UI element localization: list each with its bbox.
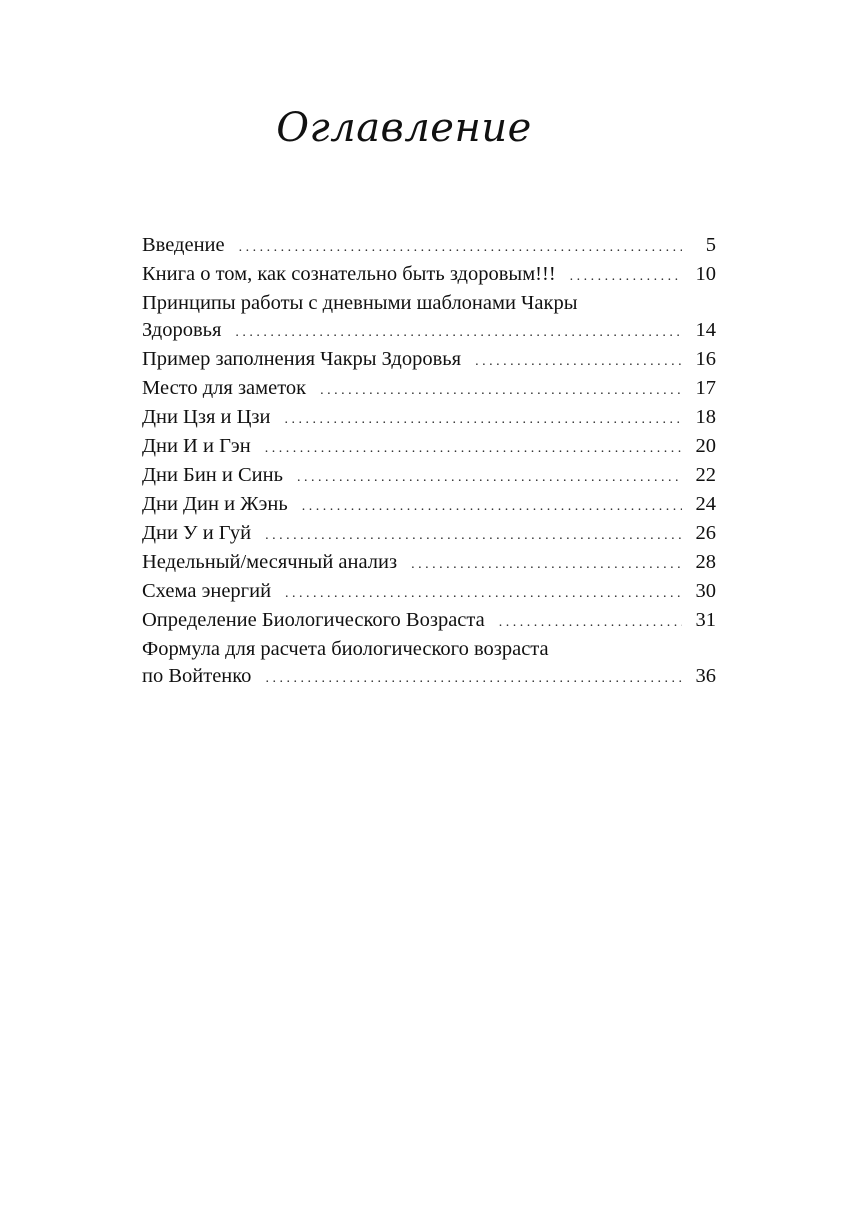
toc-page-number: 28	[695, 551, 716, 573]
toc-page-number: 10	[695, 263, 716, 285]
toc-entry-title: Место для заметок	[142, 377, 307, 399]
toc-entry-row	[142, 663, 716, 692]
toc-entry-row	[142, 404, 716, 433]
dot-leader	[320, 377, 682, 404]
page-title: Оглавление	[276, 105, 532, 151]
toc-page-number: 14	[695, 319, 716, 341]
toc-entry	[142, 636, 716, 692]
toc-entry	[142, 290, 716, 346]
toc-entry-row	[142, 578, 716, 607]
toc-page-number: 16	[695, 348, 716, 370]
toc-entry-row	[142, 433, 716, 462]
toc-entry-title: Пример заполнения Чакры Здоровья	[142, 348, 462, 370]
dot-leader	[265, 522, 682, 549]
toc-entry	[142, 549, 716, 578]
toc-page-number: 5	[705, 234, 716, 256]
toc-entry	[142, 404, 716, 433]
toc-entry-title: Дни Цзя и Цзи	[142, 406, 271, 428]
toc-entry-row	[142, 491, 716, 520]
toc-entry-title: по Войтенко	[142, 665, 252, 687]
toc-entry-title: Недельный/месячный анализ	[142, 551, 398, 573]
dot-leader	[285, 580, 682, 607]
dot-leader	[265, 435, 682, 462]
dot-leader	[297, 464, 682, 491]
toc-entry-title: Книга о том, как сознательно быть здоровым!!!	[142, 263, 556, 285]
toc-entry-row	[142, 520, 716, 549]
dot-leader	[475, 348, 682, 375]
toc-entry-title: Введение	[142, 234, 225, 256]
toc-entry-title: Схема энергий	[142, 580, 272, 602]
toc-entry-title: Определение Биологического Возраста	[142, 609, 485, 631]
toc-entry-title: Дни И и Гэн	[142, 435, 251, 457]
toc-page-number: 31	[695, 609, 716, 631]
dot-leader	[284, 406, 682, 433]
toc-entry	[142, 491, 716, 520]
toc-entry-title-line1: Принципы работы с дневными шаблонами Чакры	[142, 292, 578, 314]
dot-leader	[239, 234, 682, 261]
toc-page-number: 17	[695, 377, 716, 399]
toc-entry	[142, 433, 716, 462]
toc-entry-title: Дни Бин и Синь	[142, 464, 283, 486]
toc-entry-row	[142, 462, 716, 491]
dot-leader	[235, 319, 682, 346]
dot-leader	[265, 665, 682, 692]
toc-entry-row	[142, 261, 716, 290]
toc-page-number: 36	[695, 665, 716, 687]
toc-entry-row	[142, 346, 716, 375]
toc-entry-row	[142, 375, 716, 404]
toc-entry	[142, 520, 716, 549]
toc-entry	[142, 375, 716, 404]
toc-entry-title-line1: Формула для расчета биологического возраста	[142, 638, 549, 660]
dot-leader	[411, 551, 682, 578]
toc-entry	[142, 462, 716, 491]
dot-leader	[499, 609, 682, 636]
toc-page-number: 18	[695, 406, 716, 428]
toc-entry	[142, 607, 716, 636]
toc-page-number: 20	[695, 435, 716, 457]
toc-entry-title: Дни Дин и Жэнь	[142, 493, 288, 515]
toc-entry	[142, 578, 716, 607]
table-of-contents	[142, 232, 716, 692]
toc-entry-row	[142, 232, 716, 261]
dot-leader	[302, 493, 682, 520]
toc-page-number: 26	[695, 522, 716, 544]
toc-entry-title: Дни У и Гуй	[142, 522, 252, 544]
toc-entry-row	[142, 317, 716, 346]
toc-page-number: 22	[695, 464, 716, 486]
toc-entry	[142, 261, 716, 290]
toc-entry	[142, 232, 716, 261]
toc-entry	[142, 346, 716, 375]
toc-entry-row	[142, 549, 716, 578]
toc-entry-row	[142, 607, 716, 636]
toc-page-number: 30	[695, 580, 716, 602]
toc-entry-title: Здоровья	[142, 319, 222, 341]
toc-page-number: 24	[695, 493, 716, 515]
dot-leader	[570, 263, 682, 290]
